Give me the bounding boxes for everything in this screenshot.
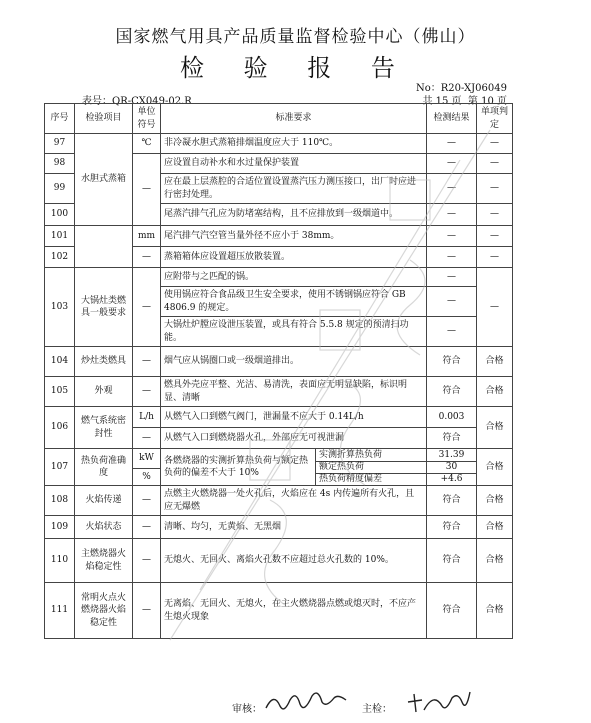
column-header: 标准要求 — [161, 104, 427, 134]
row-number: 99 — [45, 174, 75, 204]
table-row — [45, 407, 513, 428]
approver-signature — [404, 688, 474, 718]
heat-load-sub-labels — [315, 449, 426, 485]
row-verdict: — — [477, 134, 513, 154]
table-row — [45, 486, 513, 516]
row-requirement: 从燃气入口到燃气阀门，泄漏量不应大于 0.14L/h — [161, 407, 427, 428]
row-verdict: — — [477, 226, 513, 247]
row-requirement: 应设置自动补水和水过量保护装置 — [161, 154, 427, 174]
row-verdict: 合格 — [477, 407, 513, 449]
sub-label: 额定热负荷 — [316, 462, 426, 474]
row-requirement: 尾汽排气汽空管当量外径不应小于 38mm。 — [161, 226, 427, 247]
row-verdict: 合格 — [477, 516, 513, 539]
row-number: 98 — [45, 154, 75, 174]
row-result: 符合 — [427, 516, 477, 539]
row-unit — [133, 449, 161, 486]
row-requirement: 清晰、均匀，无黄焰、无黑烟 — [161, 516, 427, 539]
column-header: 单项判定 — [477, 104, 513, 134]
column-header: 检验项目 — [75, 104, 133, 134]
row-requirement: 从燃气入口到燃烧器火孔，外部应无可视泄漏 — [161, 428, 427, 449]
row-verdict: 合格 — [477, 347, 513, 377]
heat-load-requirement: 各燃烧器的实测折算热负荷与额定热负荷的偏差不大于 10% — [164, 455, 309, 478]
row-result — [427, 449, 477, 486]
column-header: 序号 — [45, 104, 75, 134]
row-unit: L/h — [133, 407, 161, 428]
row-number: 104 — [45, 347, 75, 377]
sub-label: 实测折算热负荷 — [316, 449, 426, 462]
row-number: 101 — [45, 226, 75, 247]
row-result: — — [427, 317, 477, 347]
row-unit: — — [133, 377, 161, 407]
row-unit: mm — [133, 226, 161, 247]
column-header: 检测结果 — [427, 104, 477, 134]
row-item: 主燃烧器火焰稳定性 — [75, 539, 133, 583]
column-header: 单位符号 — [133, 104, 161, 134]
row-requirement: 使用锅应符合食品级卫生安全要求，使用不锈钢锅应符合 GB 4806.9 的规定。 — [161, 287, 427, 317]
row-result: 符合 — [427, 428, 477, 449]
row-result: — — [427, 204, 477, 226]
row-unit: — — [133, 539, 161, 583]
row-result: 0.003 — [427, 407, 477, 428]
table-row — [45, 226, 513, 247]
row-item: 火焰传递 — [75, 486, 133, 516]
row-item: 燃气系统密封性 — [75, 407, 133, 449]
row-item: 炒灶类燃具 — [75, 347, 133, 377]
row-requirement: 尾蒸汽排气孔应为防堵塞结构，且不应排放到一级烟道中。 — [161, 204, 427, 226]
row-verdict: 合格 — [477, 377, 513, 407]
total-pages: 共 15 页 — [422, 96, 462, 107]
row-number: 108 — [45, 486, 75, 516]
reviewer-signature — [262, 688, 352, 718]
row-requirement: 点燃主火燃烧器一处火孔后，火焰应在 4s 内传遍所有火孔，且应无爆燃 — [161, 486, 427, 516]
row-requirement: 燃具外壳应平整、光洁、易清洗，表面应无明显缺陷，标识明显、清晰 — [161, 377, 427, 407]
approver-label: 主检： — [362, 704, 392, 715]
table-header-row — [45, 104, 513, 134]
row-verdict: 合格 — [477, 486, 513, 516]
row-verdict: — — [477, 174, 513, 204]
row-verdict: 合格 — [477, 449, 513, 486]
row-number: 100 — [45, 204, 75, 226]
row-verdict: 合格 — [477, 583, 513, 639]
sub-label: 热负荷精度偏差 — [319, 474, 383, 484]
row-unit: ℃ — [133, 134, 161, 154]
row-number: 103 — [45, 268, 75, 347]
row-number: 111 — [45, 583, 75, 639]
row-unit: — — [133, 516, 161, 539]
report-number-value: R20-XJ06049 — [440, 83, 507, 94]
row-number: 105 — [45, 377, 75, 407]
table-row — [45, 583, 513, 639]
row-result: — — [427, 287, 477, 317]
row-item: 大锅灶类燃具一般要求 — [75, 268, 133, 347]
row-result: — — [427, 247, 477, 268]
row-requirement: 应在最上层蒸腔的合适位置设置蒸汽压力测压接口，出厂时应进行密封处理。 — [161, 174, 427, 204]
row-unit-percent: % — [142, 472, 151, 482]
table-row — [45, 377, 513, 407]
row-result: 符合 — [427, 486, 477, 516]
sub-value: 30 — [427, 462, 476, 474]
row-requirement: 大锅灶炉膛应设泄压装置，或具有符合 5.5.8 规定的预清扫功能。 — [161, 317, 427, 347]
row-unit: — — [133, 583, 161, 639]
row-item: 常明火点火燃烧器火焰稳定性 — [75, 583, 133, 639]
row-verdict: — — [477, 268, 513, 347]
row-item: 水胆式蒸箱 — [75, 134, 133, 226]
table-row — [45, 516, 513, 539]
row-requirement — [161, 449, 427, 486]
row-result: 符合 — [427, 583, 477, 639]
form-number-label: 表号： — [82, 96, 112, 107]
row-requirement: 无离焰、无回火、无熄火，在主火燃烧器点燃或熄灭时，不应产生熄火现象 — [161, 583, 427, 639]
row-requirement: 非冷凝水胆式蒸箱排烟温度应大于 110℃。 — [161, 134, 427, 154]
row-unit: — — [133, 347, 161, 377]
sub-value: +4.6 — [440, 474, 463, 484]
row-result: — — [427, 268, 477, 287]
row-verdict: 合格 — [477, 539, 513, 583]
row-verdict: — — [477, 154, 513, 174]
table-row — [45, 268, 513, 287]
row-unit: — — [133, 154, 161, 226]
row-unit: — — [133, 428, 161, 449]
row-item: 外观 — [75, 377, 133, 407]
row-number: 97 — [45, 134, 75, 154]
row-number: 110 — [45, 539, 75, 583]
row-verdict: — — [477, 204, 513, 226]
row-unit: — — [133, 486, 161, 516]
report-number-label: No： — [416, 83, 441, 94]
row-item: 火焰状态 — [75, 516, 133, 539]
row-result: — — [427, 226, 477, 247]
row-number: 107 — [45, 449, 75, 486]
row-item: 热负荷准确度 — [75, 449, 133, 486]
current-page: 第 10 页 — [467, 96, 507, 107]
row-result: 符合 — [427, 347, 477, 377]
row-result: — — [427, 174, 477, 204]
sub-value: 31.39 — [427, 449, 476, 462]
row-number: 102 — [45, 247, 75, 268]
row-number: 106 — [45, 407, 75, 449]
row-requirement: 蒸箱箱体应设置超压放散装置。 — [161, 247, 427, 268]
center-name: 国家燃气用具产品质量监督检验中心（佛山） — [115, 27, 476, 47]
inspection-table — [44, 103, 513, 639]
row-unit: — — [133, 268, 161, 347]
row-requirement: 应附带与之匹配的锅。 — [161, 268, 427, 287]
reviewer-label: 审核： — [232, 704, 262, 715]
report-title: 检 验 报 告 — [180, 54, 411, 82]
table-row — [45, 134, 513, 154]
row-item — [75, 226, 133, 268]
row-unit: — — [133, 247, 161, 268]
row-result: 符合 — [427, 377, 477, 407]
row-number: 109 — [45, 516, 75, 539]
row-result: — — [427, 154, 477, 174]
table-row — [45, 449, 513, 486]
row-result: 符合 — [427, 539, 477, 583]
table-row — [45, 539, 513, 583]
form-number-value: QR-CX049-02.R — [112, 96, 192, 107]
row-unit-kw: kW — [133, 449, 160, 469]
row-requirement: 烟气应从锅圈口或一级烟道排出。 — [161, 347, 427, 377]
row-verdict: — — [477, 247, 513, 268]
table-row — [45, 347, 513, 377]
row-requirement: 无熄火、无回火、离焰火孔数不应超过总火孔数的 10%。 — [161, 539, 427, 583]
row-result: — — [427, 134, 477, 154]
